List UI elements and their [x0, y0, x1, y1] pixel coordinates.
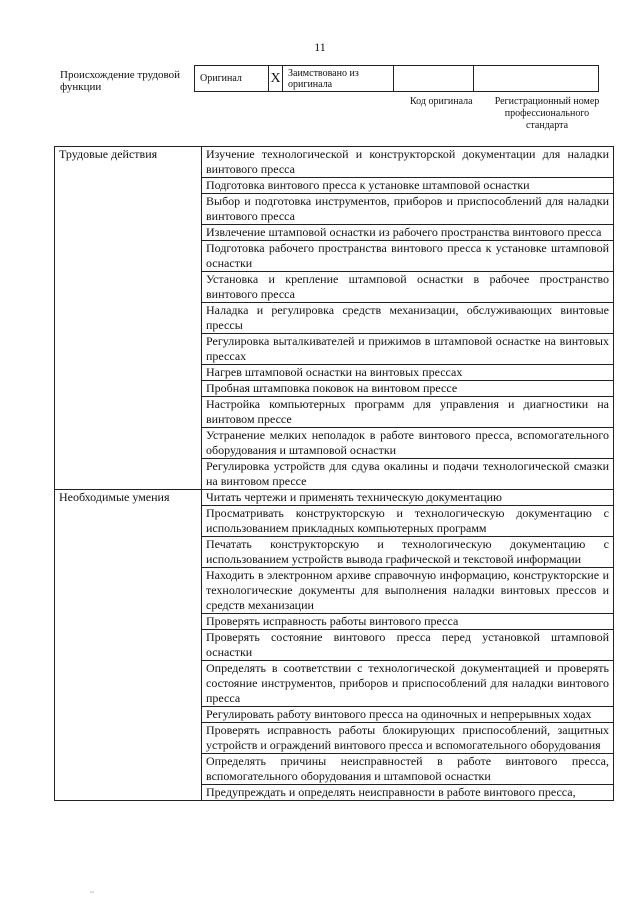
section-item: Регулировать работу винтового пресса на одиночных и непрерывных ходах — [202, 707, 614, 723]
section-item: Читать чертежи и применять техническую документацию — [202, 490, 614, 506]
section-item: Проверять исправность работы винтового пресса — [202, 614, 614, 630]
section-item: Устранение мелких неполадок в работе винтового пресса, вспомогательного оборудования и штамповой оснастки — [202, 428, 614, 459]
section-item: Определять в соответствии с технологической документацией и проверять состояние инструментов, приборов и приспособлений для наладки винтового пресса — [202, 661, 614, 707]
registration-number-label: Регистрационный номер профессионального стандарта — [494, 96, 600, 131]
section-item: Изучение технологической и конструкторской документации для наладки винтового пресса — [202, 147, 614, 178]
borrowed-cell: Заимствовано из оригинала — [283, 66, 394, 92]
section-item: Нагрев штамповой оснастки на винтовых прессах — [202, 365, 614, 381]
footer-mark: ~ — [90, 888, 95, 897]
section-item: Проверять состояние винтового пресса перед установкой штамповой оснастки — [202, 630, 614, 661]
page-number: 11 — [314, 40, 326, 54]
section-item: Извлечение штамповой оснастки из рабочего пространства винтового пресса — [202, 225, 614, 241]
table-row — [55, 147, 614, 178]
origin-table — [194, 65, 599, 92]
section-item: Выбор и подготовка инструментов, приборов и приспособлений для наладки винтового пресса — [202, 194, 614, 225]
original-code-label: Код оригинала — [410, 96, 473, 107]
section-item: Подготовка винтового пресса к установке штамповой оснастки — [202, 178, 614, 194]
section-item: Регулировка выталкивателей и прижимов в штамповой оснастке на винтовых прессах — [202, 334, 614, 365]
origin-label: Происхождение трудовой функции — [60, 69, 181, 93]
section-title: Трудовые действия — [55, 147, 202, 490]
section-item: Настройка компьютерных программ для управления и диагностики на винтовом прессе — [202, 397, 614, 428]
section-item: Предупреждать и определять неисправности в работе винтового пресса, — [202, 785, 614, 801]
section-item: Регулировка устройств для сдува окалины и подачи технологической смазки на винтовом прессе — [202, 459, 614, 490]
function-table — [54, 146, 614, 801]
original-code-cell — [394, 66, 474, 92]
section-item: Определять причины неисправностей в работе винтового пресса, вспомогательного оборудования и штамповой оснастки — [202, 754, 614, 785]
original-cell: Оригинал — [195, 66, 269, 92]
section-title: Необходимые умения — [55, 490, 202, 801]
section-item: Проверять исправность работы блокирующих приспособлений, защитных устройств и ограждений винтового пресса и вспомогательного оборудования — [202, 723, 614, 754]
section-item: Просматривать конструкторскую и технологическую документацию с использованием прикладных компьютерных программ — [202, 506, 614, 537]
section-item: Подготовка рабочего пространства винтового пресса к установке штамповой оснастки — [202, 241, 614, 272]
section-item: Наладка и регулировка средств механизации, обслуживающих винтовые прессы — [202, 303, 614, 334]
table-row — [55, 490, 614, 506]
original-mark: X — [269, 66, 283, 92]
section-item: Находить в электронном архиве справочную информацию, конструкторские и технологические документы для выполнения наладки винтовых прессов и средств механизации — [202, 568, 614, 614]
section-item: Установка и крепление штамповой оснастки в рабочее пространство винтового пресса — [202, 272, 614, 303]
section-item: Пробная штамповка поковок на винтовом прессе — [202, 381, 614, 397]
registration-number-cell — [474, 66, 599, 92]
section-item: Печатать конструкторскую и технологическую документацию с использованием устройств вывода графической и текстовой информации — [202, 537, 614, 568]
